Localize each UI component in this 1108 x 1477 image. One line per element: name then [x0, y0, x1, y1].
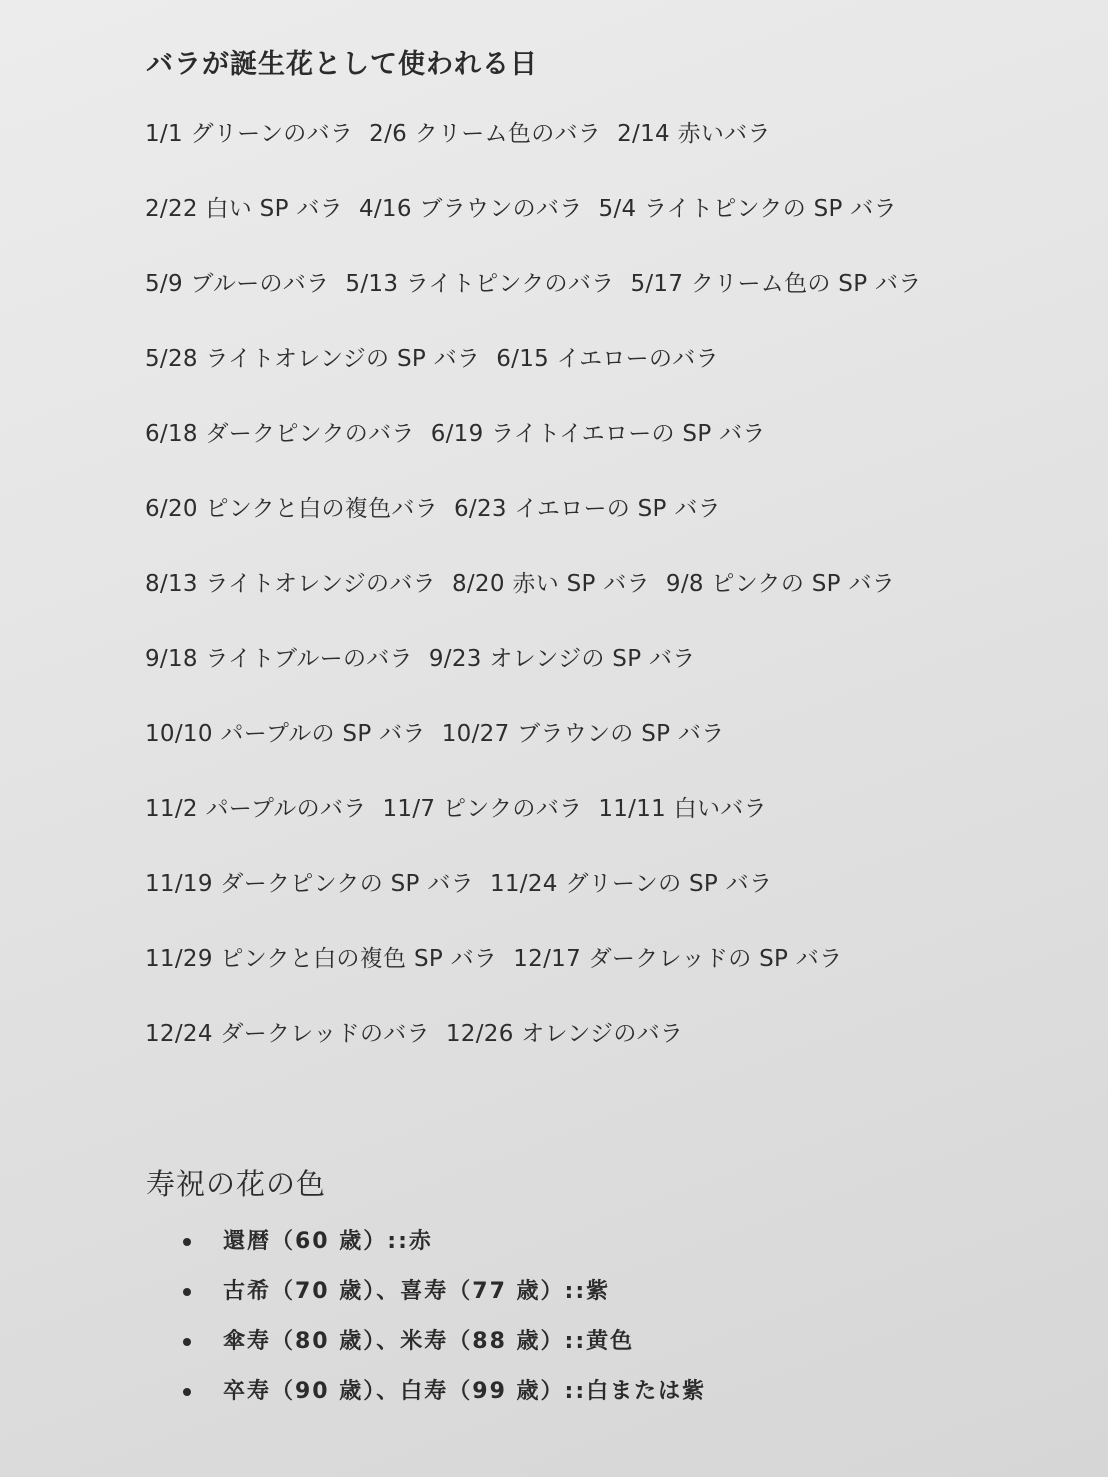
rose-date-entry: 6/23 イエローの SP バラ [454, 496, 721, 522]
rose-date-entry: 8/20 赤い SP バラ [451, 571, 650, 597]
section-title: 寿祝の花の色 [146, 1167, 327, 1201]
age-color-item [180, 1220, 706, 1270]
rose-date-entry: 9/23 オレンジの SP バラ [428, 646, 696, 672]
rose-date-entry: 10/27 ブラウンの SP バラ [441, 721, 725, 747]
rose-date-entry: 5/17 クリーム色の SP バラ [630, 271, 922, 297]
rose-date-entry: 12/26 オレンジのバラ [445, 1021, 684, 1047]
bullet-icon [183, 1288, 191, 1296]
rose-date-line [145, 937, 1045, 1012]
rose-date-entry: 6/19 ライトイエローの SP バラ [430, 421, 766, 447]
birthday-rose-list [145, 112, 1045, 1087]
rose-date-entry: 11/7 ピンクのバラ [382, 796, 583, 822]
rose-date-entry: 6/18 ダークピンクのバラ [145, 421, 415, 447]
rose-date-entry: 8/13 ライトオレンジのバラ [145, 571, 436, 597]
age-color-item [180, 1270, 706, 1320]
rose-date-entry: 5/28 ライトオレンジの SP バラ [145, 346, 481, 372]
rose-date-entry: 2/22 白い SP バラ [145, 196, 343, 222]
rose-date-line [145, 337, 1045, 412]
rose-date-entry: 9/8 ピンクの SP バラ [665, 571, 896, 597]
rose-date-line [145, 262, 1045, 337]
rose-date-entry: 9/18 ライトブルーのバラ [145, 646, 413, 672]
rose-date-entry: 5/9 ブルーのバラ [145, 271, 330, 297]
rose-date-line [145, 562, 1045, 637]
rose-date-entry: 2/6 クリーム色のバラ [369, 121, 602, 147]
bullet-icon [183, 1338, 191, 1346]
rose-date-line [145, 637, 1045, 712]
age-color-item [180, 1320, 706, 1370]
age-color-item [180, 1370, 706, 1420]
rose-date-entry: 4/16 ブラウンのバラ [358, 196, 583, 222]
rose-date-line [145, 412, 1045, 487]
rose-date-entry: 10/10 パープルの SP バラ [145, 721, 426, 747]
age-color-text: 卒寿（90 歳）、白寿（99 歳）::白または紫 [223, 1379, 707, 1404]
rose-date-entry: 2/14 赤いバラ [617, 121, 771, 147]
page-title: バラが誕生花として使われる日 [146, 49, 538, 80]
rose-date-entry: 1/1 グリーンのバラ [145, 121, 354, 147]
rose-date-entry: 11/19 ダークピンクの SP バラ [145, 871, 474, 897]
rose-date-line [145, 712, 1045, 787]
rose-date-entry: 11/2 パープルのバラ [145, 796, 367, 822]
rose-date-entry: 6/15 イエローのバラ [496, 346, 719, 372]
rose-date-line [145, 187, 1045, 262]
rose-date-line [145, 112, 1045, 187]
bullet-icon [183, 1238, 191, 1246]
rose-date-entry: 11/11 白いバラ [598, 796, 767, 822]
rose-date-line [145, 1012, 1045, 1087]
age-color-text: 傘寿（80 歳）、米寿（88 歳）::黄色 [223, 1329, 635, 1354]
rose-date-entry: 5/4 ライトピンクの SP バラ [598, 196, 897, 222]
age-color-text: 還暦（60 歳）::赤 [223, 1229, 433, 1254]
rose-date-entry: 6/20 ピンクと白の複色バラ [145, 496, 438, 522]
rose-date-entry: 12/24 ダークレッドのバラ [145, 1021, 430, 1047]
rose-date-line [145, 787, 1045, 862]
rose-date-line [145, 862, 1045, 937]
bullet-icon [183, 1388, 191, 1396]
age-color-list [180, 1220, 706, 1420]
age-color-text: 古希（70 歳）、喜寿（77 歳）::紫 [223, 1279, 611, 1304]
rose-date-entry: 5/13 ライトピンクのバラ [345, 271, 615, 297]
rose-date-entry: 12/17 ダークレッドの SP バラ [513, 946, 843, 972]
rose-date-line [145, 487, 1045, 562]
rose-date-entry: 11/29 ピンクと白の複色 SP バラ [145, 946, 498, 972]
rose-date-entry: 11/24 グリーンの SP バラ [489, 871, 773, 897]
